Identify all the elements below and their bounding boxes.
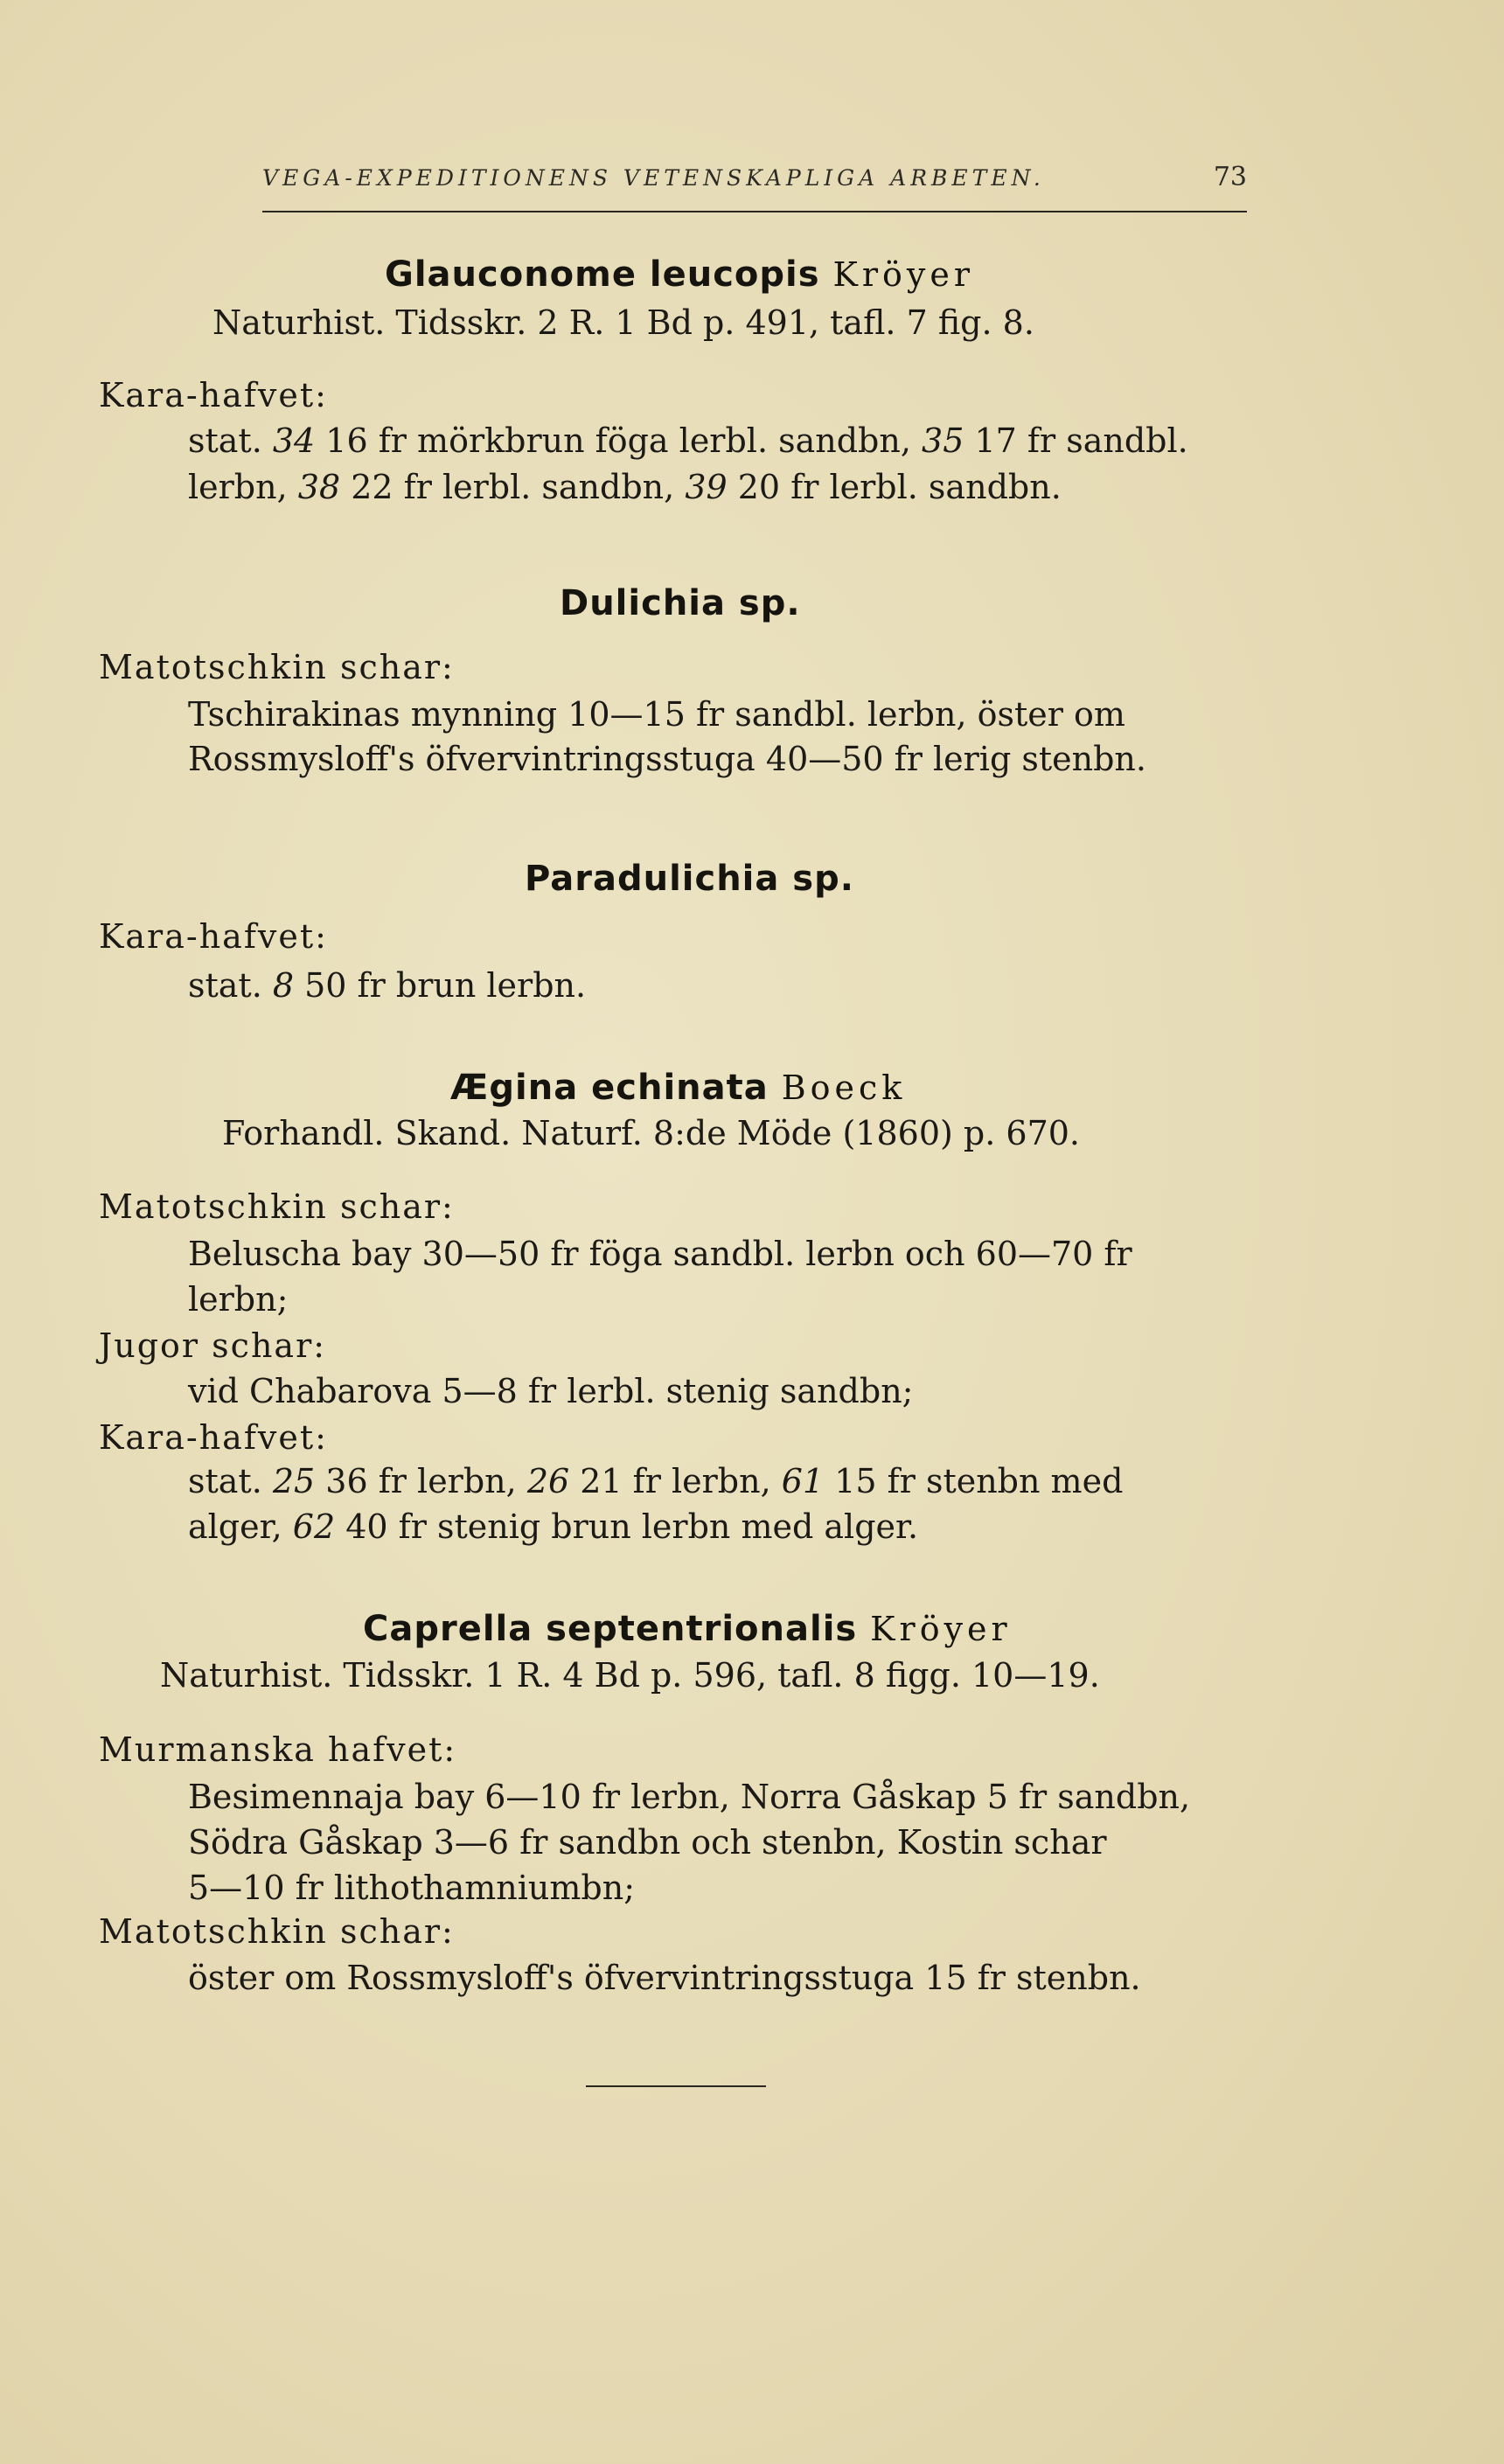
species-author: Kröyer <box>870 1610 1012 1648</box>
station-number: 38 <box>297 468 341 506</box>
locality-label: Jugor schar: <box>99 1326 327 1365</box>
record-line: stat. 34 16 fr mörkbrun föga lerbl. sandbn, 35 17 fr sandbl. <box>188 421 1188 460</box>
page-number: 73 <box>1213 162 1247 192</box>
station-number: 26 <box>526 1462 570 1500</box>
station-number: 35 <box>922 421 964 460</box>
species-heading <box>560 583 801 623</box>
locality-label: Kara-hafvet: <box>99 917 328 956</box>
record-line: lerbn, 38 22 fr lerbl. sandbn, 39 20 fr lerbl. sandbn. <box>188 468 1062 506</box>
record-line: Rossmysloff's öfvervintringsstuga 40—50 fr lerig stenbn. <box>188 740 1146 778</box>
station-number: 8 <box>272 966 295 1005</box>
locality-label: Murmanska hafvet: <box>99 1730 457 1769</box>
station-number: 25 <box>272 1462 316 1500</box>
reference: Naturhist. Tidsskr. 1 R. 4 Bd p. 596, tafl. 8 figg. 10—19. <box>160 1656 1100 1695</box>
record-line: öster om Rossmysloff's öfvervintringsstuga 15 fr stenbn. <box>188 1959 1141 1997</box>
species-name: Ægina echinata <box>450 1068 769 1108</box>
record-line: alger, 62 40 fr stenig brun lerbn med alger. <box>188 1507 919 1546</box>
record-line: stat. 25 36 fr lerbn, 26 21 fr lerbn, 61 15 fr stenbn med <box>188 1462 1124 1500</box>
station-number: 62 <box>292 1507 336 1546</box>
running-header <box>262 162 1247 212</box>
reference: Naturhist. Tidsskr. 2 R. 1 Bd p. 491, tafl. 7 fig. 8. <box>212 303 1034 342</box>
record-line: Södra Gåskap 3—6 fr sandbn och stenbn, Kostin schar <box>188 1823 1107 1862</box>
species-author: Boeck <box>781 1068 907 1107</box>
species-name: Caprella septentrionalis <box>363 1609 858 1649</box>
record-line: Besimennaja bay 6—10 fr lerbn, Norra Gåskap 5 fr sandbn, <box>188 1778 1191 1816</box>
record-line: Tschirakinas mynning 10—15 fr sandbl. lerbn, öster om <box>188 695 1125 734</box>
species-name: Paradulichia sp. <box>525 859 854 899</box>
record-line: vid Chabarova 5—8 fr lerbl. stenig sandbn; <box>188 1372 914 1410</box>
species-heading <box>385 254 975 295</box>
locality-label: Matotschkin schar: <box>99 1187 455 1226</box>
species-heading <box>363 1609 1012 1649</box>
station-number: 34 <box>272 421 316 460</box>
species-name: Glauconome leucopis <box>385 254 820 295</box>
record-line: stat. 8 50 fr brun lerbn. <box>188 966 587 1005</box>
locality-label: Matotschkin schar: <box>99 1912 455 1951</box>
species-author: Kröyer <box>832 255 975 294</box>
locality-label: Kara-hafvet: <box>99 1418 328 1457</box>
footer-divider <box>586 2085 766 2087</box>
station-number: 61 <box>781 1462 825 1500</box>
record-line: Beluscha bay 30—50 fr föga sandbl. lerbn och 60—70 fr <box>188 1235 1132 1273</box>
running-title: VEGA-EXPEDITIONENS VETENSKAPLIGA ARBETEN. <box>262 165 1045 191</box>
reference: Forhandl. Skand. Naturf. 8:de Möde (1860) p. 670. <box>222 1114 1081 1152</box>
station-number: 39 <box>685 468 728 506</box>
locality-label: Kara-hafvet: <box>99 376 328 414</box>
species-heading <box>525 859 854 899</box>
species-name: Dulichia sp. <box>560 583 801 623</box>
species-heading <box>450 1068 907 1108</box>
locality-label: Matotschkin schar: <box>99 648 455 686</box>
record-line: 5—10 fr lithothamniumbn; <box>188 1869 636 1907</box>
record-line: lerbn; <box>188 1280 289 1319</box>
